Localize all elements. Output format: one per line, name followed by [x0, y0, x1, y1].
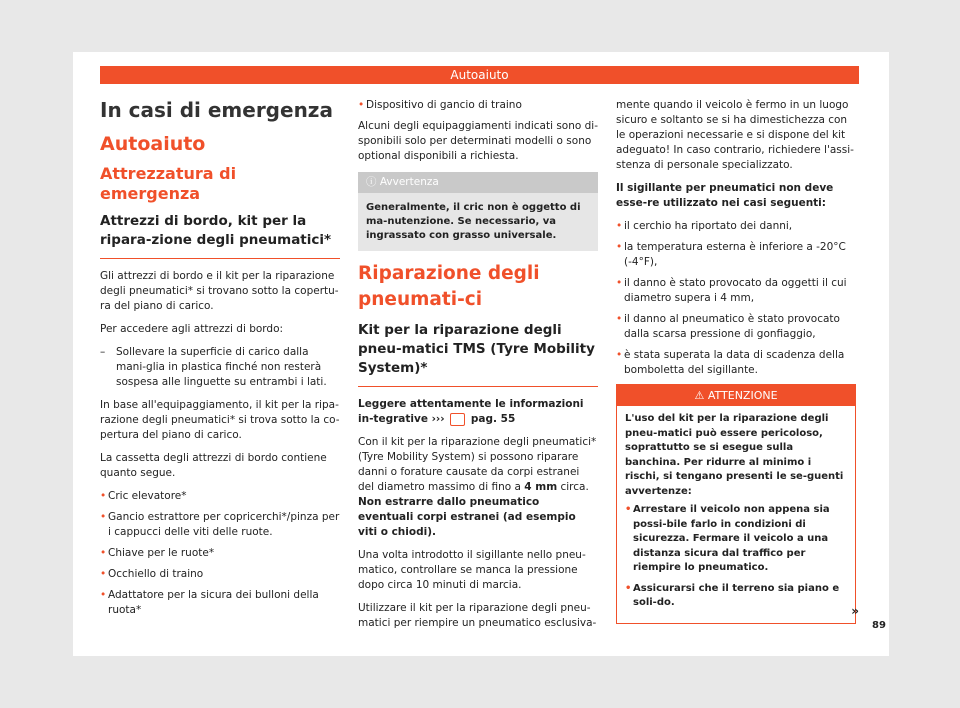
warning-text: L'uso del kit per la riparazione degli pneu-matici può essere pericoloso, soprattutto se si esegue sulla banchina. Per ridurre al minimo i rischi, si tengano presenti le se-guenti avvertenze:: [625, 413, 844, 497]
list-item: [100, 510, 340, 540]
section-title: In casi di emergenza: [100, 98, 333, 122]
topic-title: Attrezzi di bordo, kit per la ripara-zione degli pneumatici*: [100, 212, 340, 259]
paragraph-text: circa.: [557, 481, 589, 493]
list-item-text: Adattatore per la sicura dei bulloni della ruota*: [108, 589, 319, 616]
dash-mark: –: [100, 346, 106, 358]
list-item: [616, 219, 856, 234]
list-item: [358, 98, 598, 113]
paragraph: mente quando il veicolo è fermo in un luogo sicuro e soltanto se si ha dimestichezza con le operazioni necessarie e si dispone del kit adeguato! In caso contrario, richiedere l'assi-stenza di personale specializzato.: [616, 99, 854, 171]
list-item-text: il cerchio ha riportato dei danni,: [624, 220, 793, 232]
paragraph: Una volta introdotto il sigillante nello pneu-matico, controllare se manca la pressione dopo circa 10 minuti di marcia.: [358, 549, 586, 591]
bullet-icon: •: [100, 511, 107, 523]
bullet-icon: •: [100, 547, 107, 559]
dash-item: [100, 345, 340, 390]
list-item: [616, 276, 856, 306]
list-item: [616, 348, 856, 378]
bullet-icon: •: [616, 241, 623, 253]
column-2: [358, 98, 598, 639]
note-box: [358, 172, 598, 251]
list-item-text: Occhiello di traino: [108, 568, 204, 580]
bullet-icon: •: [100, 589, 107, 601]
paragraph: La cassetta degli attrezzi di bordo contiene quanto segue.: [100, 452, 327, 479]
list-item: [100, 567, 340, 582]
info-icon: ⓘ: [366, 176, 377, 188]
list-item: [100, 489, 340, 504]
bullet-icon: •: [616, 220, 623, 232]
note-body: Generalmente, il cric non è oggetto di ma-nutenzione. Se necessario, va ingrassato con grasso universale.: [366, 202, 581, 241]
list-item-text: Assicurarsi che il terreno sia piano e soli-do.: [633, 582, 840, 608]
paragraph: Per accedere agli attrezzi di bordo:: [100, 323, 284, 335]
warning-body: [617, 406, 859, 623]
list-item: [616, 240, 856, 270]
page-ref: pag. 55: [467, 413, 516, 425]
list-item-text: Gancio estrattore per copricerchi*/pinza per i cappucci delle viti delle ruote.: [108, 511, 340, 538]
bullet-icon: •: [100, 490, 107, 502]
topic-title: Kit per la riparazione degli pneu-matici TMS (Tyre Mobility System)*: [358, 321, 598, 387]
cross-ref-link[interactable]: [432, 413, 516, 425]
bullet-icon: •: [616, 313, 623, 325]
list-item-text: la temperatura esterna è inferiore a -20°C (-4°F),: [624, 241, 846, 268]
bullet-icon: •: [616, 277, 623, 289]
continue-icon: »: [851, 604, 859, 618]
list-item-text: il danno al pneumatico è stato provocato dalla scarsa pressione di gonfiaggio,: [624, 313, 840, 340]
bullet-icon: •: [625, 582, 632, 594]
paragraph: Gli attrezzi di bordo e il kit per la riparazione degli pneumatici* si trovano sotto la copertu-ra del piano di carico.: [100, 270, 339, 312]
dash-text: Sollevare la superficie di carico dalla mani-glia in plastica finché non resterà sospesa alle linguette su entrambi i lati.: [116, 346, 327, 388]
list-item-text: Chiave per le ruote*: [108, 547, 215, 559]
paragraph-text: Con il kit per la riparazione degli pneumatici* (Tyre Mobility System) si possono riparare danni o forature causate da corpi estranei del diametro massimo di fino a: [358, 436, 597, 493]
paragraph: Il sigillante per pneumatici non deve esse-re utilizzato nei casi seguenti:: [616, 182, 834, 209]
warning-item: [625, 503, 847, 576]
paragraph: [358, 435, 598, 540]
warning-title: ATTENZIONE: [707, 389, 778, 402]
warning-icon: ⚠: [694, 389, 705, 402]
list-item: [100, 546, 340, 561]
list-item: [100, 588, 340, 618]
bullet-icon: •: [625, 504, 632, 515]
paragraph: In base all'equipaggiamento, il kit per la ripa-razione degli pneumatici* si trova sotto la co-pertura del piano di carico.: [100, 399, 340, 441]
paragraph: Alcuni degli equipaggiamenti indicati sono di-sponibili solo per determinati modelli o sono optional disponibili a richiesta.: [358, 120, 599, 162]
list-item-text: è stata superata la data di scadenza della bomboletta del sigillante.: [624, 349, 845, 376]
list-item-text: Arrestare il veicolo non appena sia possi-bile farlo in condizioni di sicurezza. Fermare il veicolo a una distanza sicura dal traffico per riempire lo pneumatico.: [633, 504, 830, 573]
bullet-icon: •: [100, 568, 107, 580]
warning-header: [617, 385, 855, 406]
column-3: [616, 98, 859, 624]
list-item-text: Dispositivo di gancio di traino: [366, 99, 522, 111]
paragraph: Utilizzare il kit per la riparazione degli pneu-matici per riempire un pneumatico esclusiva-: [358, 602, 597, 629]
list-item-text: il danno è stato provocato da oggetti il cui diametro supera i 4 mm,: [624, 277, 847, 304]
bullet-icon: •: [358, 99, 365, 111]
warning-box: [616, 384, 859, 624]
book-icon: [450, 413, 465, 426]
list-item-text: Cric elevatore*: [108, 490, 187, 502]
column-1: [100, 98, 340, 624]
arrow-icon: ›››: [431, 413, 445, 425]
note-title: Avvertenza: [379, 176, 439, 188]
page-header: Autoaiuto: [100, 66, 859, 84]
bullet-icon: •: [616, 349, 623, 361]
emphasis: 4 mm: [524, 481, 558, 493]
chapter-title: Riparazione degli pneumati-ci: [358, 263, 540, 310]
subchapter-title: Attrezzatura di emergenza: [100, 164, 237, 203]
emphasis: Non estrarre dallo pneumatico eventuali corpi estranei (ad esempio viti o chiodi).: [358, 496, 576, 538]
chapter-title: Autoaiuto: [100, 133, 206, 155]
list-item: [616, 312, 856, 342]
paragraph-text: Leggere attentamente le informazioni in-tegrative: [358, 398, 584, 425]
note-header: [358, 172, 598, 193]
warning-item: [625, 582, 847, 611]
page-number: 89: [872, 620, 886, 631]
paragraph: [358, 397, 598, 427]
